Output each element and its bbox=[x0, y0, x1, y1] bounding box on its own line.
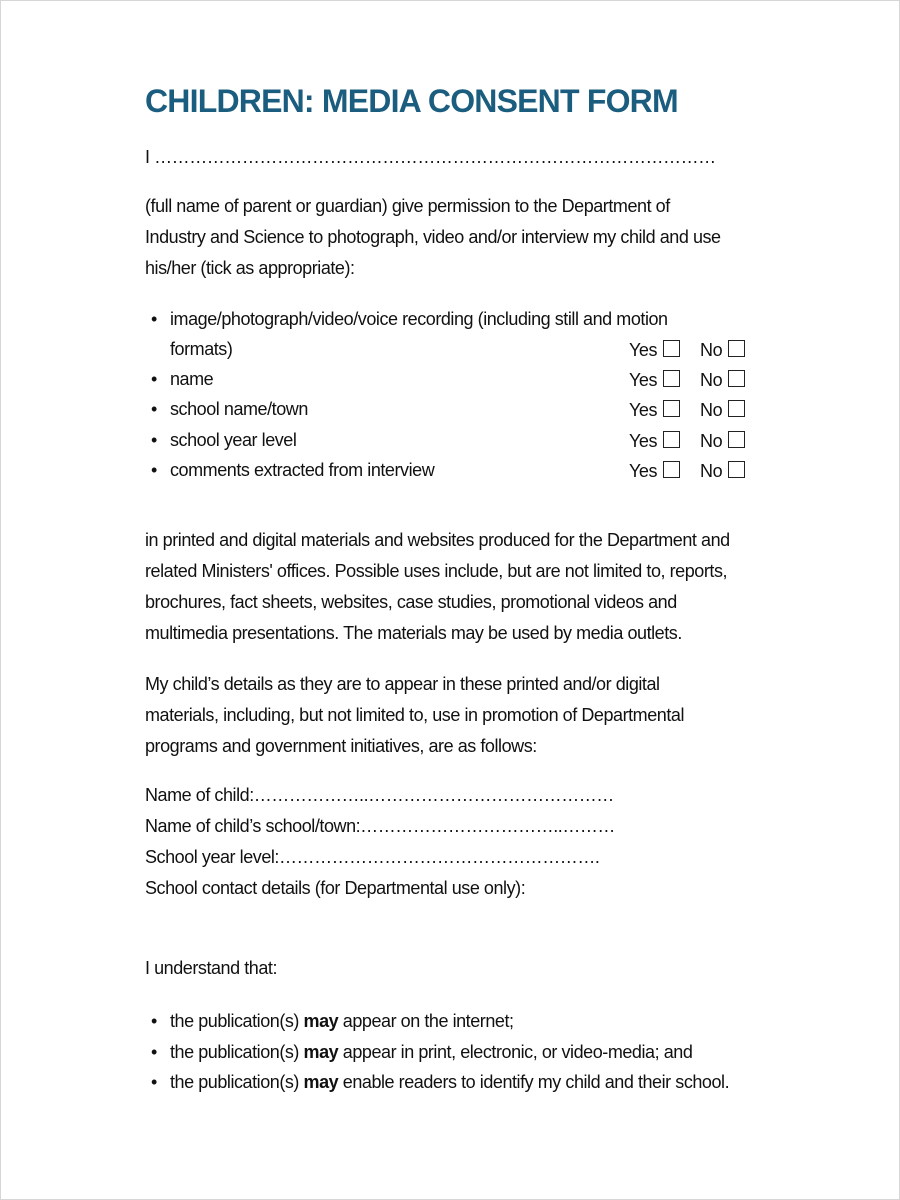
yes-no-group: Yes No bbox=[629, 334, 745, 365]
yes-checkbox[interactable] bbox=[663, 370, 680, 387]
details-intro-line: programs and government initiatives, are as follows: bbox=[145, 736, 537, 756]
no-checkbox[interactable] bbox=[728, 431, 745, 448]
bullet-icon: • bbox=[151, 309, 157, 329]
yes-checkbox[interactable] bbox=[663, 340, 680, 357]
yes-checkbox[interactable] bbox=[663, 400, 680, 417]
intro-line: Industry and Science to photograph, video and/or interview my child and use bbox=[145, 227, 721, 247]
page-title: CHILDREN: MEDIA CONSENT FORM bbox=[145, 83, 678, 119]
no-checkbox[interactable] bbox=[728, 461, 745, 478]
bullet-icon: • bbox=[151, 1072, 157, 1092]
bullet-icon: • bbox=[151, 1011, 157, 1031]
bullet-icon: • bbox=[151, 369, 157, 389]
understand-heading: I understand that: bbox=[145, 958, 277, 978]
yes-checkbox[interactable] bbox=[663, 461, 680, 478]
usage-line: multimedia presentations. The materials may be used by media outlets. bbox=[145, 623, 682, 643]
intro-line: (full name of parent or guardian) give permission to the Department of bbox=[145, 196, 670, 216]
school-year-field[interactable]: School year level:………………………………………………. bbox=[145, 847, 600, 867]
yes-no-group: Yes No bbox=[629, 364, 745, 395]
bullet-icon: • bbox=[151, 1042, 157, 1062]
bullet-icon: • bbox=[151, 460, 157, 480]
usage-line: related Ministers' offices. Possible uses include, but are not limited to, reports, bbox=[145, 561, 728, 581]
child-name-field[interactable]: Name of child:………………..…………………………………… bbox=[145, 785, 614, 805]
bullet-icon: • bbox=[151, 399, 157, 419]
yes-checkbox[interactable] bbox=[663, 431, 680, 448]
no-checkbox[interactable] bbox=[728, 400, 745, 417]
intro-line: his/her (tick as appropriate): bbox=[145, 258, 355, 278]
details-intro-line: My child’s details as they are to appear in these printed and/or digital bbox=[145, 674, 660, 694]
bullet-icon: • bbox=[151, 430, 157, 450]
usage-line: in printed and digital materials and websites produced for the Department and bbox=[145, 530, 730, 550]
school-contact-field[interactable]: School contact details (for Departmental use only): bbox=[145, 878, 526, 898]
guardian-name-field[interactable]: I …………………………………………………………………………………… bbox=[145, 147, 716, 167]
yes-no-group: Yes No bbox=[629, 425, 745, 456]
yes-no-group: Yes No bbox=[629, 455, 745, 486]
child-school-field[interactable]: Name of child’s school/town:……………………………..……… bbox=[145, 816, 615, 836]
yes-no-group: Yes No bbox=[629, 394, 745, 425]
no-checkbox[interactable] bbox=[728, 370, 745, 387]
document-page: CHILDREN: MEDIA CONSENT FORM I …………………………………………………………………………………… (full name of parent or guardian) give permission to the Department of Industry and Science to photograph, video and/or interview my child and use his/her (tick as appropriate): • image/photograph/video/voice recording (including still and motion formats) Yes No • name Yes No • school name/town Yes No • school year level Yes No • comments extracted from interview Yes No in printed and digital materials and websites produced for the Department and related Ministers' offices. Possible uses include, but are not limited to, reports, brochures, fact sheets, websites, case studies, promotional videos and multimedia presentations. The materials may be used by media outlets. My child’s details as they are to appear in these printed and/or digital materials, including, but not limited to, use in promotion of Departmental programs and government initiatives, are as follows: Name of child:………………..…………………………………… Name of child’s school/town:……………………………..……… School year level:………………………………………………. School contact details (for Departmental use only): I understand that: • the publication(s) may appear on the internet; • the publication(s) may appear in print, electronic, or video-media; and • the publication(s) may enable readers to identify my child and their school. bbox=[0, 0, 900, 1200]
no-checkbox[interactable] bbox=[728, 340, 745, 357]
usage-line: brochures, fact sheets, websites, case studies, promotional videos and bbox=[145, 592, 677, 612]
details-intro-line: materials, including, but not limited to, use in promotion of Departmental bbox=[145, 705, 684, 725]
